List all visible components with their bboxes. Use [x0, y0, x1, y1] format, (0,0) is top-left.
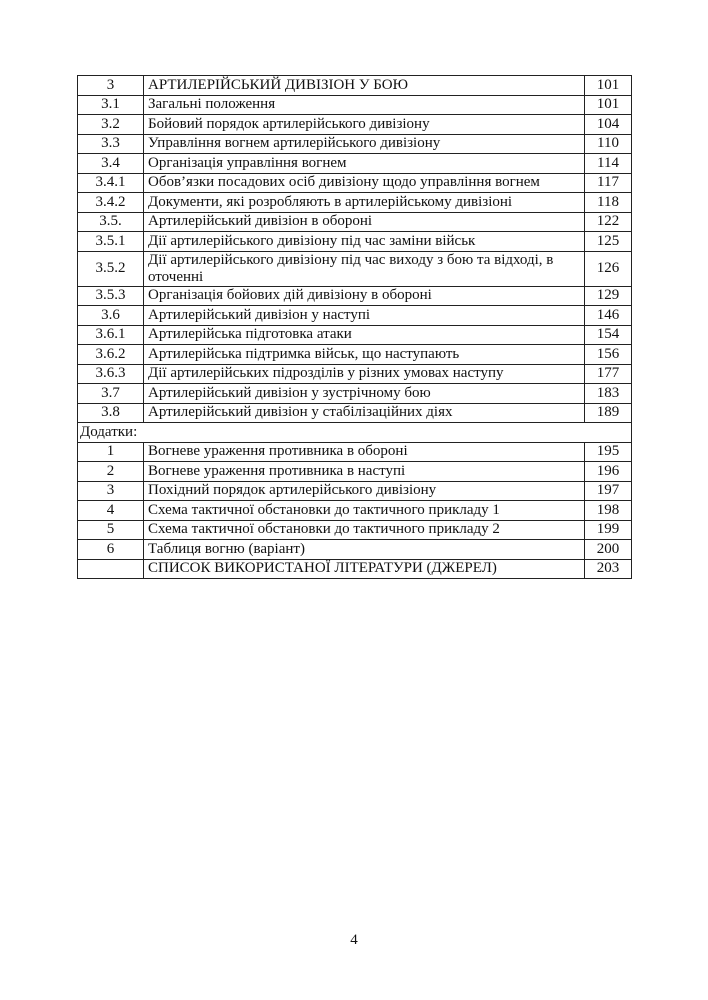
page-ref: 101: [585, 76, 632, 96]
section-number: 3.2: [78, 115, 144, 135]
toc-row: [78, 76, 632, 96]
appendix-header-row: [78, 423, 632, 443]
section-title: Загальні положення: [144, 95, 585, 115]
section-number: 3.5.: [78, 212, 144, 232]
page-ref: 125: [585, 232, 632, 252]
toc-row: [78, 325, 632, 345]
section-number: 3.6.2: [78, 345, 144, 365]
toc-row: [78, 481, 632, 501]
section-title: АРТИЛЕРІЙСЬКИЙ ДИВІЗІОН У БОЮ: [144, 76, 585, 96]
section-number: 6: [78, 540, 144, 560]
toc-row: [78, 212, 632, 232]
toc-row: [78, 306, 632, 326]
section-number: 3.6: [78, 306, 144, 326]
toc-row: [78, 384, 632, 404]
appendix-label: Додатки:: [78, 423, 632, 443]
section-number: [78, 559, 144, 579]
page-ref: 122: [585, 212, 632, 232]
page-ref: 203: [585, 559, 632, 579]
toc-row: [78, 462, 632, 482]
section-title: Похідний порядок артилерійського дивізіону: [144, 481, 585, 501]
section-title: Організація бойових дій дивізіону в обороні: [144, 286, 585, 306]
toc-row: [78, 540, 632, 560]
toc-row: [78, 403, 632, 423]
toc-row: [78, 442, 632, 462]
section-title: Документи, які розробляють в артилерійському дивізіоні: [144, 193, 585, 213]
toc-row: [78, 501, 632, 521]
section-number: 3.5.3: [78, 286, 144, 306]
page-ref: 129: [585, 286, 632, 306]
section-number: 3.5.1: [78, 232, 144, 252]
toc-row: [78, 232, 632, 252]
page-ref: 197: [585, 481, 632, 501]
page-ref: 118: [585, 193, 632, 213]
page-ref: 156: [585, 345, 632, 365]
toc-row: [78, 286, 632, 306]
section-title: Артилерійський дивізіон у зустрічному бою: [144, 384, 585, 404]
toc-row: [78, 115, 632, 135]
section-title: Схема тактичної обстановки до тактичного прикладу 1: [144, 501, 585, 521]
page-ref: 110: [585, 134, 632, 154]
page-ref: 199: [585, 520, 632, 540]
section-title: Дії артилерійського дивізіону під час виходу з бою та відході, в оточенні: [144, 251, 585, 286]
section-number: 3.4.2: [78, 193, 144, 213]
page-ref: 195: [585, 442, 632, 462]
page-ref: 114: [585, 154, 632, 174]
toc-row: [78, 251, 632, 286]
page-ref: 177: [585, 364, 632, 384]
section-number: 3.5.2: [78, 251, 144, 286]
page-ref: 154: [585, 325, 632, 345]
toc-row: [78, 364, 632, 384]
page-ref: 101: [585, 95, 632, 115]
section-number: 3.4.1: [78, 173, 144, 193]
section-title: Артилерійський дивізіон у наступі: [144, 306, 585, 326]
section-number: 5: [78, 520, 144, 540]
section-title: Бойовий порядок артилерійського дивізіону: [144, 115, 585, 135]
page-ref: 146: [585, 306, 632, 326]
section-title: Таблиця вогню (варіант): [144, 540, 585, 560]
section-number: 1: [78, 442, 144, 462]
page-ref: 183: [585, 384, 632, 404]
section-number: 3: [78, 76, 144, 96]
toc-row: [78, 95, 632, 115]
section-number: 3.6.1: [78, 325, 144, 345]
section-title: Дії артилерійських підрозділів у різних умовах наступу: [144, 364, 585, 384]
section-number: 3.4: [78, 154, 144, 174]
page-ref: 117: [585, 173, 632, 193]
page-ref: 196: [585, 462, 632, 482]
section-number: 4: [78, 501, 144, 521]
section-title: Вогневе ураження противника в наступі: [144, 462, 585, 482]
section-title: Обов’язки посадових осіб дивізіону щодо управління вогнем: [144, 173, 585, 193]
section-title: Артилерійська підтримка військ, що наступають: [144, 345, 585, 365]
section-title: Артилерійська підготовка атаки: [144, 325, 585, 345]
section-number: 3.3: [78, 134, 144, 154]
page-ref: 189: [585, 403, 632, 423]
toc-row: [78, 134, 632, 154]
section-title: Схема тактичної обстановки до тактичного прикладу 2: [144, 520, 585, 540]
toc-row: [78, 173, 632, 193]
page-ref: 126: [585, 251, 632, 286]
toc-row: [78, 559, 632, 579]
section-number: 3.8: [78, 403, 144, 423]
section-title: Артилерійський дивізіон в обороні: [144, 212, 585, 232]
section-title: Артилерійський дивізіон у стабілізаційних діях: [144, 403, 585, 423]
toc-row: [78, 345, 632, 365]
page-ref: 104: [585, 115, 632, 135]
section-number: 3: [78, 481, 144, 501]
section-number: 2: [78, 462, 144, 482]
page-number: 4: [350, 932, 358, 948]
section-title: СПИСОК ВИКОРИСТАНОЇ ЛІТЕРАТУРИ (ДЖЕРЕЛ): [144, 559, 585, 579]
section-title: Управління вогнем артилерійського дивізіону: [144, 134, 585, 154]
toc-row: [78, 193, 632, 213]
section-title: Вогневе ураження противника в обороні: [144, 442, 585, 462]
section-number: 3.6.3: [78, 364, 144, 384]
toc-row: [78, 520, 632, 540]
page-ref: 200: [585, 540, 632, 560]
section-title: Організація управління вогнем: [144, 154, 585, 174]
section-title: Дії артилерійського дивізіону під час заміни військ: [144, 232, 585, 252]
page-ref: 198: [585, 501, 632, 521]
toc-row: [78, 154, 632, 174]
section-number: 3.1: [78, 95, 144, 115]
table-of-contents: [77, 75, 632, 579]
section-number: 3.7: [78, 384, 144, 404]
